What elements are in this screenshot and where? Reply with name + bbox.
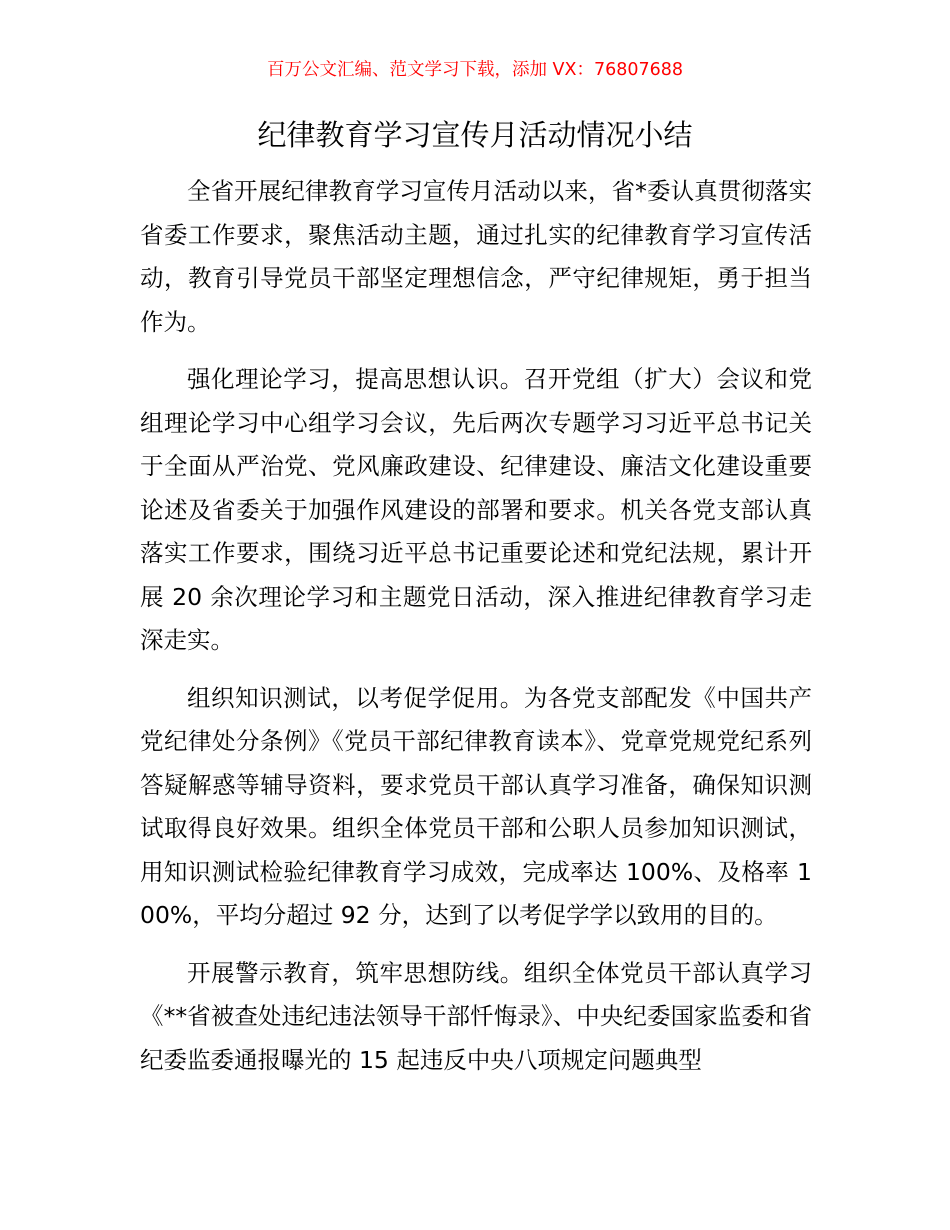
paragraph-knowledge-test: 组织知识测试，以考促学促用。为各党支部配发《中国共产党纪律处分条例》《党员干部纪律教育读本》、党章党规党纪系列答疑解惑等辅导资料，要求党员干部认真学习准备，确保知识测试取得良好效果。组织全体党员干部和公职人员参加知识测试，用知识测试检验纪律教育学习成效，完成率达 100%、及格率 100%，平均分超过 92 分，达到了以考促学学以致用的目的。 [140, 683, 812, 929]
paragraph-warning-education: 开展警示教育，筑牢思想防线。组织全体党员干部认真学习《**省被查处违纪违法领导干部忏悔录》、中央纪委国家监委和省纪委监委通报曝光的 15 起违反中央八项规定问题典型 [140, 958, 812, 1074]
document-body [140, 170, 812, 1096]
watermark-banner: 百万公文汇编、范文学习下载，添加 VX：76807688 [266, 60, 684, 80]
document-title: 纪律教育学习宣传月活动情况小结 [257, 118, 693, 152]
paragraph-intro: 全省开展纪律教育学习宣传月活动以来，省*委认真贯彻落实省委工作要求，聚焦活动主题，通过扎实的纪律教育学习宣传活动，教育引导党员干部坚定理想信念，严守纪律规矩，勇于担当作为。 [140, 177, 812, 336]
paragraph-theory-study: 强化理论学习，提高思想认识。召开党组（扩大）会议和党组理论学习中心组学习会议，先后两次专题学习习近平总书记关于全面从严治党、党风廉政建设、纪律建设、廉洁文化建设重要论述及省委关于加强作风建设的部署和要求。机关各党支部认真落实工作要求，围绕习近平总书记重要论述和党纪法规，累计开展 20 余次理论学习和主题党日活动，深入推进纪律教育学习走深走实。 [140, 365, 812, 654]
